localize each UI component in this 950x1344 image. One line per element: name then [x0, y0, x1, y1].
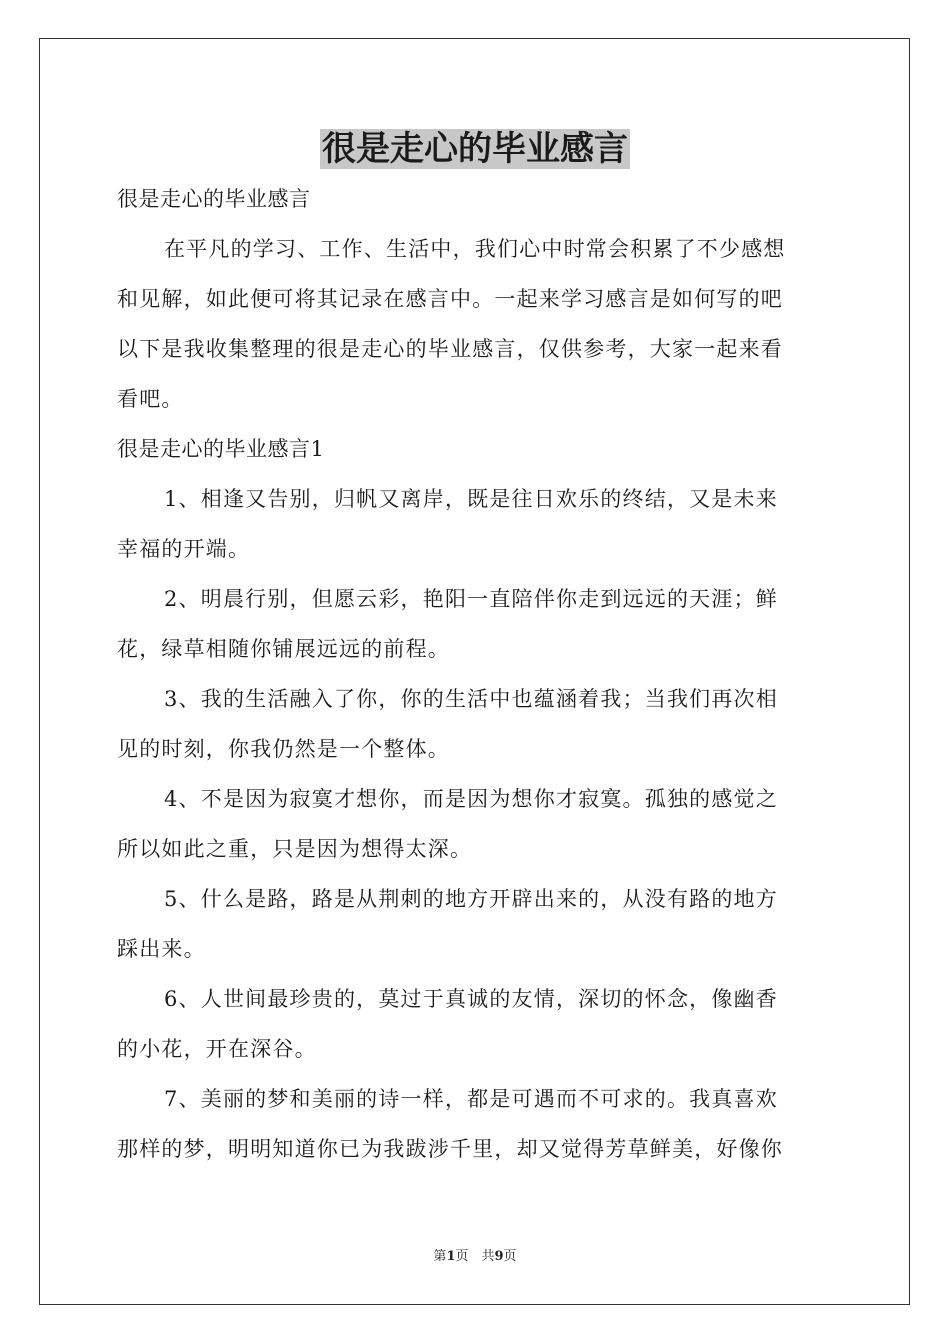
- quote-item-line: 见的时刻，你我仍然是一个整体。: [117, 737, 450, 761]
- quote-item-line: 6、人世间最珍贵的，莫过于真诚的友情，深切的怀念，像幽香: [164, 987, 778, 1011]
- quote-item-line: 2、明晨行别，但愿云彩，艳阳一直陪伴你走到远远的天涯；鲜: [164, 587, 778, 611]
- quote-item-line: 4、不是因为寂寞才想你，而是因为想你才寂寞。孤独的感觉之: [164, 787, 778, 811]
- document-title: [0, 125, 950, 173]
- total-page-count: 9: [494, 1249, 504, 1264]
- section-heading: 很是走心的毕业感言1: [117, 437, 325, 461]
- current-page-number: 1: [446, 1249, 456, 1264]
- quote-item-line: 那样的梦，明明知道你已为我跋涉千里，却又觉得芳草鲜美，好像你: [117, 1137, 783, 1161]
- quote-item-line: 踩出来。: [117, 937, 206, 961]
- intro-paragraph-line: 看吧。: [117, 387, 184, 411]
- document-title-text: 很是走心的毕业感言: [322, 129, 628, 169]
- page-label-prefix: 第: [433, 1249, 447, 1264]
- page-label-mid: 页 共: [455, 1249, 495, 1264]
- quote-item-line: 5、什么是路，路是从荆刺的地方开辟出来的，从没有路的地方: [164, 887, 778, 911]
- quote-item-line: 3、我的生活融入了你，你的生活中也蕴涵着我；当我们再次相: [164, 687, 778, 711]
- page-footer: [0, 1248, 950, 1266]
- intro-paragraph-line: 在平凡的学习、工作、生活中，我们心中时常会积累了不少感想: [164, 237, 786, 261]
- intro-paragraph-line: 以下是我收集整理的很是走心的毕业感言，仅供参考，大家一起来看: [117, 337, 783, 361]
- quote-item-line: 1、相逢又告别，归帆又离岸，既是往日欢乐的终结，又是未来: [164, 487, 778, 511]
- page-label-suffix: 页: [503, 1249, 517, 1264]
- quote-item-line: 所以如此之重，只是因为想得太深。: [117, 837, 473, 861]
- quote-item-line: 花，绿草相随你铺展远远的前程。: [117, 637, 450, 661]
- document-body: [117, 174, 833, 1174]
- quote-item-line: 7、美丽的梦和美丽的诗一样，都是可遇而不可求的。我真喜欢: [164, 1087, 778, 1111]
- quote-item-line: 幸福的开端。: [117, 537, 251, 561]
- section-heading: 很是走心的毕业感言: [117, 187, 311, 211]
- quote-item-line: 的小花，开在深谷。: [117, 1037, 317, 1061]
- intro-paragraph-line: 和见解，如此便可将其记录在感言中。一起来学习感言是如何写的吧: [117, 287, 783, 311]
